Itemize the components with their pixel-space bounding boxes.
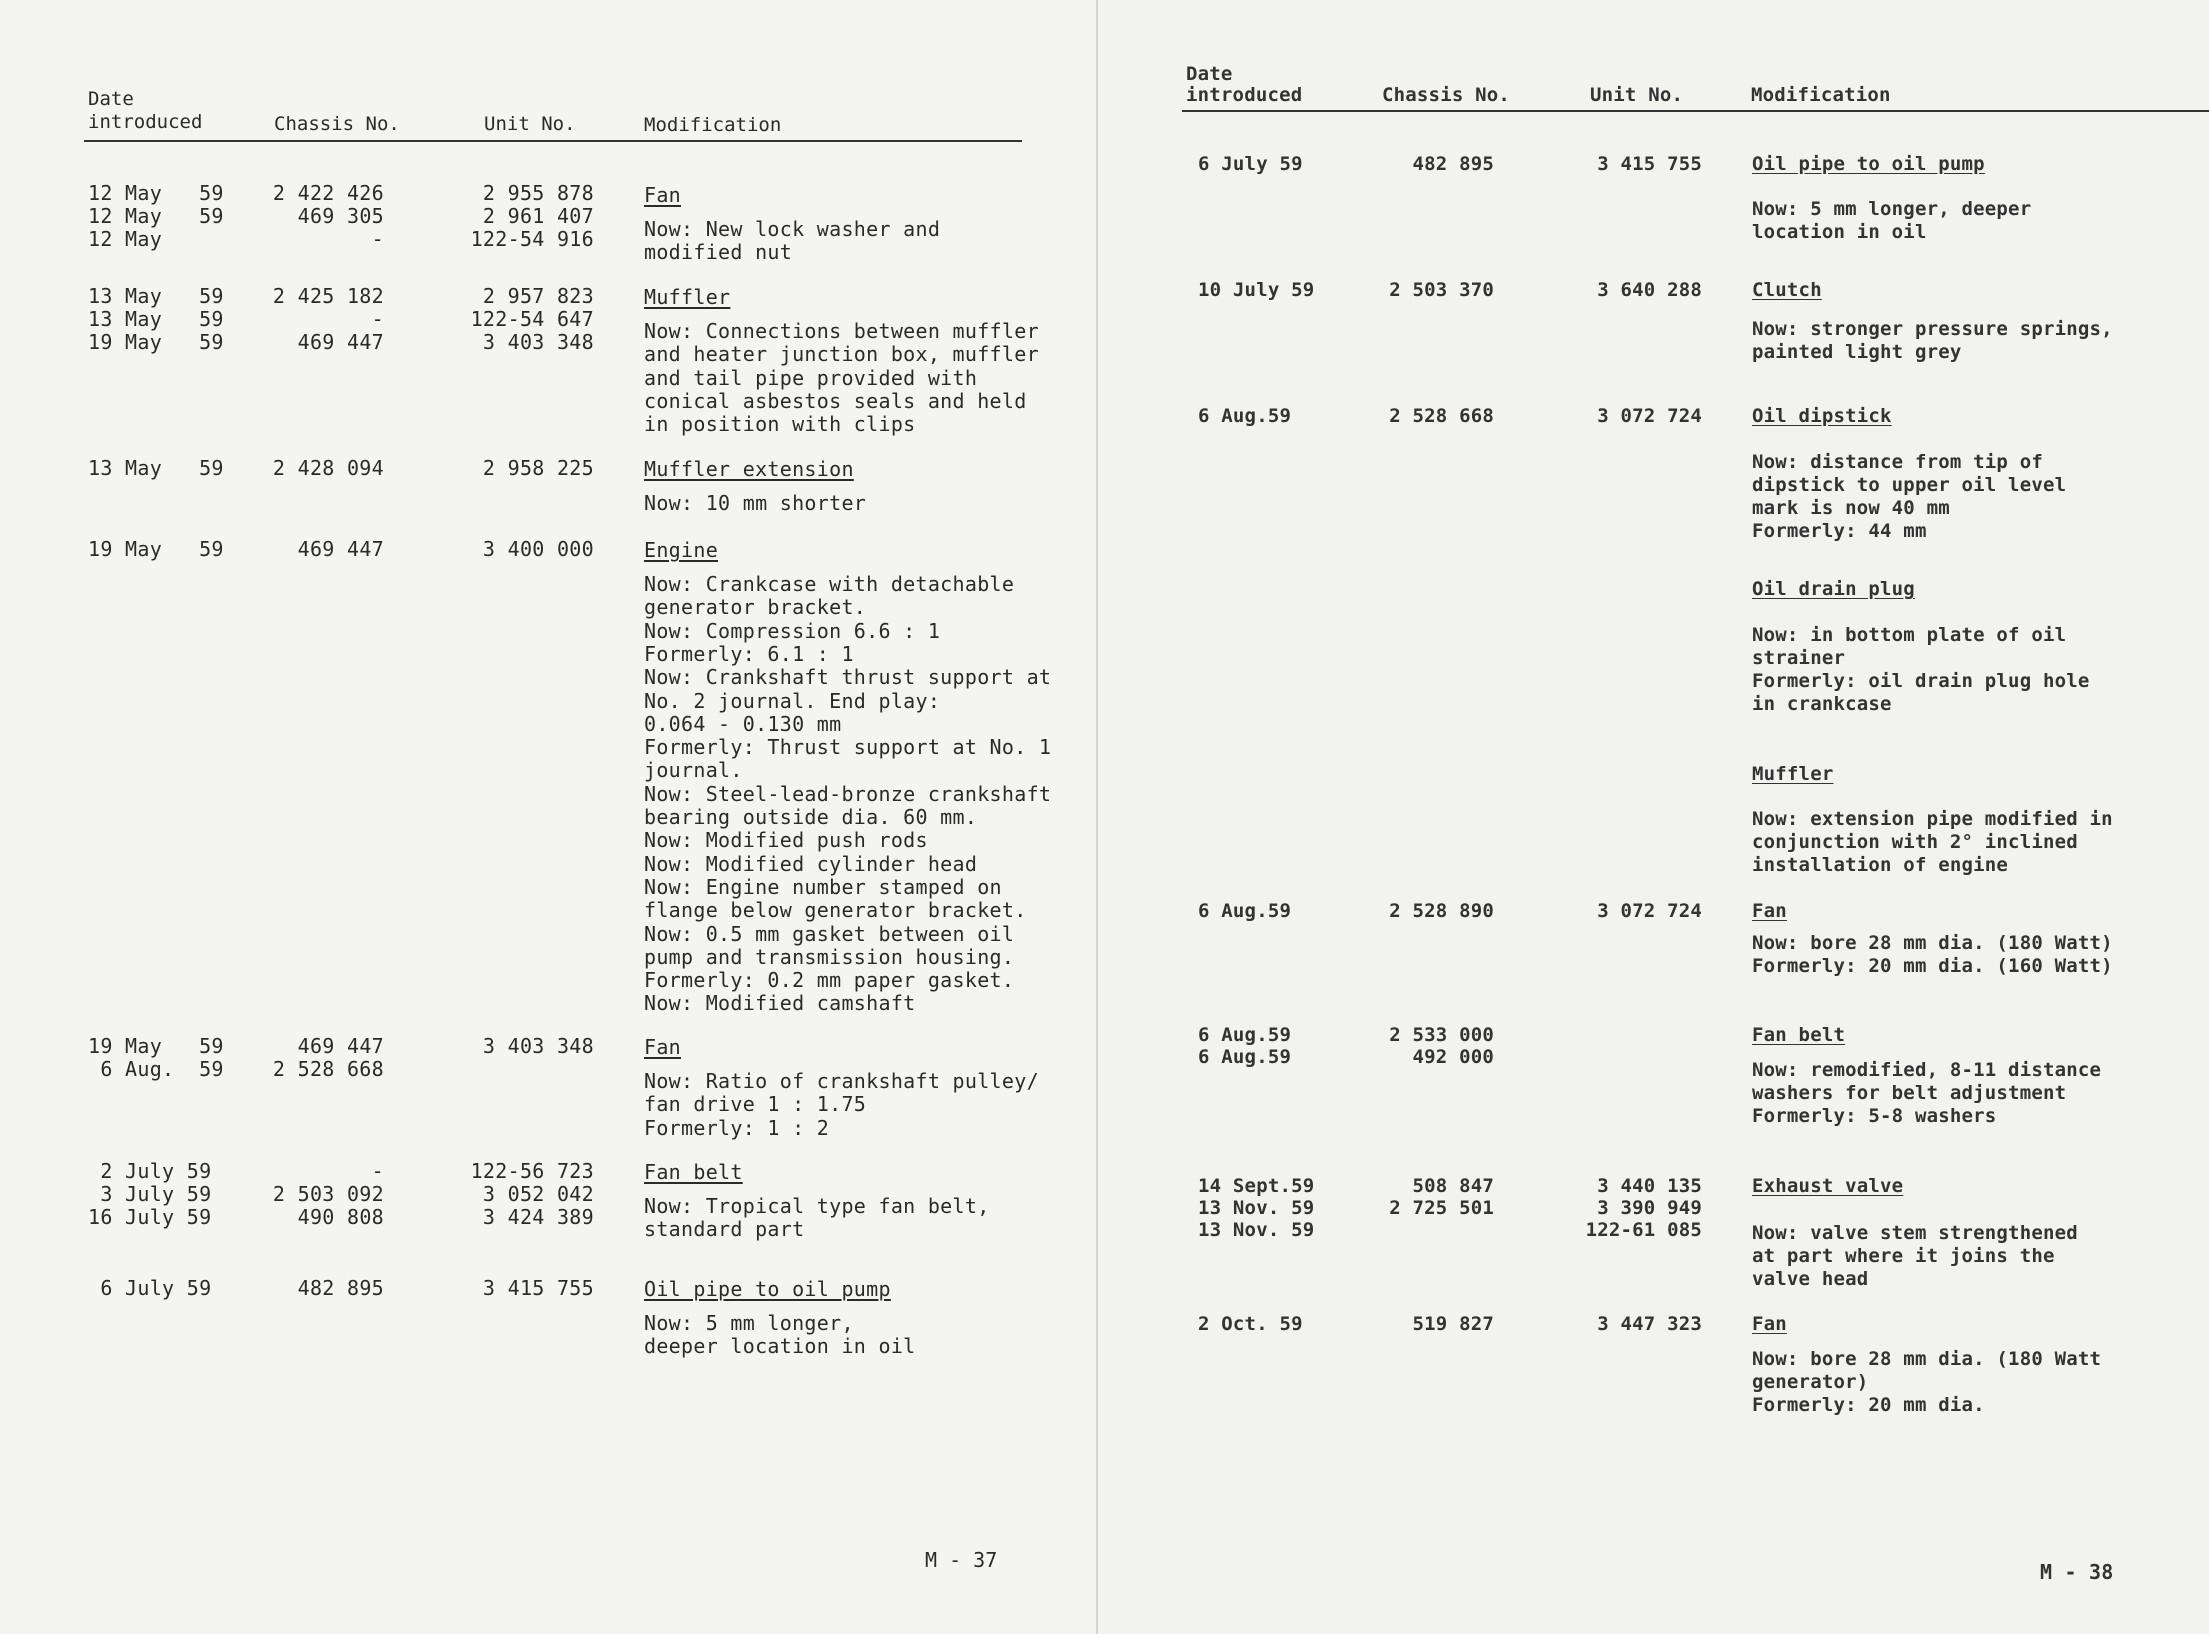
modification-desc-line: at part where it joins the: [1752, 1245, 2055, 1267]
modification-desc-line: deeper location in oil: [644, 1334, 916, 1359]
unit-cell: 3 640 288: [1597, 279, 1702, 301]
date-cell: 10 July 59: [1198, 279, 1315, 301]
date-cell: 19 May 59: [88, 330, 224, 354]
date-cell: 6 July 59: [1198, 153, 1303, 175]
date-cell: 16 July 59: [88, 1205, 212, 1229]
modification-desc-line: modified nut: [644, 240, 793, 265]
unit-cell: 3 072 724: [1597, 900, 1702, 922]
header-rule: [84, 140, 1022, 142]
modification-desc-line: Formerly: 6.1 : 1: [644, 641, 854, 666]
unit-cell: 122-54 916: [470, 227, 594, 251]
header-modification: Modification: [1751, 84, 1891, 106]
chassis-cell: 2 725 501: [1389, 1197, 1494, 1219]
date-cell: 19 May 59: [88, 1034, 224, 1058]
modification-title: Fan: [1752, 900, 1787, 922]
modification-title: Engine: [644, 538, 719, 562]
modification-title: Oil pipe to oil pump: [644, 1277, 891, 1301]
modification-desc-line: pump and transmission housing.: [644, 944, 1015, 969]
chassis-cell: 2 425 182: [272, 284, 384, 308]
date-cell: 13 May 59: [88, 284, 224, 308]
chassis-cell: -: [371, 1159, 384, 1183]
modification-desc-line: Now: distance from tip of: [1752, 451, 2043, 473]
modification-desc-line: fan drive 1 : 1.75: [644, 1092, 867, 1117]
modification-desc-line: Formerly: 0.2 mm paper gasket.: [644, 968, 1015, 993]
unit-cell: 3 415 755: [1597, 153, 1702, 175]
chassis-cell: 482 895: [297, 1276, 384, 1300]
chassis-cell: 2 503 370: [1389, 279, 1494, 301]
date-cell: 13 Nov. 59: [1198, 1197, 1315, 1219]
header-modification: Modification: [644, 114, 782, 136]
modification-desc-line: Formerly: Thrust support at No. 1: [644, 735, 1052, 760]
modification-desc-line: Formerly: oil drain plug hole: [1752, 670, 2090, 692]
chassis-cell: 2 503 092: [272, 1182, 384, 1206]
date-cell: 14 Sept.59: [1198, 1175, 1315, 1197]
modification-desc-line: Now: 0.5 mm gasket between oil: [644, 921, 1015, 946]
modification-desc-line: 0.064 - 0.130 mm: [644, 711, 842, 736]
modification-desc-line: Now: extension pipe modified in: [1752, 808, 2113, 830]
header-chassis: Chassis No.: [1382, 84, 1511, 106]
date-cell: 6 Aug.59: [1198, 1024, 1292, 1046]
modification-desc-line: valve head: [1752, 1268, 1869, 1290]
unit-cell: 122-61 085: [1585, 1219, 1702, 1241]
modification-desc-line: in crankcase: [1752, 693, 1892, 715]
modification-desc-line: Now: Modified push rods: [644, 828, 928, 853]
header-date-line1: Date: [88, 88, 134, 110]
modification-desc-line: bearing outside dia. 60 mm.: [644, 805, 978, 829]
modification-desc-line: in position with clips: [644, 412, 916, 437]
modification-desc-line: journal.: [644, 758, 743, 783]
date-cell: 19 May 59: [88, 537, 224, 561]
chassis-cell: 469 447: [297, 1034, 384, 1058]
chassis-cell: 469 447: [297, 330, 384, 354]
unit-cell: 2 957 823: [482, 284, 594, 308]
header-unit: Unit No.: [484, 113, 576, 135]
modification-title: Oil dipstick: [1752, 405, 1892, 427]
unit-cell: 3 424 389: [482, 1205, 594, 1229]
modification-title: Fan belt: [1752, 1024, 1846, 1046]
modification-desc-line: Formerly: 1 : 2: [644, 1115, 830, 1140]
modification-desc-line: installation of engine: [1752, 854, 2009, 876]
chassis-cell: 469 305: [297, 204, 384, 228]
modification-desc-line: No. 2 journal. End play:: [644, 688, 941, 713]
page-number: M - 38: [2040, 1560, 2114, 1584]
unit-cell: 3 403 348: [482, 330, 594, 354]
modification-desc-line: generator): [1752, 1371, 1869, 1393]
chassis-cell: 2 422 426: [272, 181, 384, 205]
header-date-line1: Date: [1186, 63, 1233, 85]
modification-title: Muffler: [644, 285, 731, 309]
chassis-cell: 492 000: [1412, 1046, 1494, 1068]
modification-desc-line: strainer: [1752, 647, 1846, 669]
date-cell: 6 Aug. 59: [88, 1057, 224, 1081]
modification-desc-line: conjunction with 2° inclined: [1752, 831, 2078, 853]
modification-title: Clutch: [1752, 279, 1822, 301]
modification-desc-line: conical asbestos seals and held: [644, 388, 1027, 413]
chassis-cell: 2 528 890: [1389, 900, 1494, 922]
modification-desc-line: Now: Connections between muffler: [644, 319, 1039, 343]
unit-cell: 3 447 323: [1597, 1313, 1702, 1335]
modification-desc-line: generator bracket.: [644, 595, 867, 620]
unit-cell: 3 440 135: [1597, 1175, 1702, 1197]
modification-title: Fan: [644, 1035, 682, 1059]
modification-desc-line: Now: Engine number stamped on: [644, 874, 1002, 899]
header-rule: [1182, 110, 2209, 112]
chassis-cell: 2 533 000: [1389, 1024, 1494, 1046]
chassis-cell: 482 895: [1412, 153, 1494, 175]
modification-title: Oil pipe to oil pump: [1752, 153, 1985, 175]
date-cell: 12 May: [88, 227, 163, 251]
header-unit: Unit No.: [1590, 84, 1684, 106]
unit-cell: 122-54 647: [470, 307, 594, 331]
modification-desc-line: Now: bore 28 mm dia. (180 Watt): [1752, 932, 2113, 954]
unit-cell: 3 052 042: [482, 1182, 594, 1206]
date-cell: 6 July 59: [88, 1276, 212, 1300]
modification-desc-line: Now: 5 mm longer, deeper: [1752, 198, 2032, 220]
page-number: M - 37: [925, 1548, 998, 1572]
modification-desc-line: Now: Modified camshaft: [644, 991, 916, 1016]
modification-desc-line: Now: stronger pressure springs,: [1752, 318, 2113, 340]
modification-desc-line: Now: valve stem strengthened: [1752, 1222, 2078, 1244]
modification-desc-line: Now: 10 mm shorter: [644, 491, 867, 515]
modification-desc-line: Now: in bottom plate of oil: [1752, 624, 2067, 646]
chassis-cell: 2 428 094: [272, 456, 384, 480]
modification-desc-line: Now: bore 28 mm dia. (180 Watt: [1752, 1348, 2102, 1370]
modification-desc-line: Formerly: 20 mm dia. (160 Watt): [1752, 955, 2113, 977]
modification-title: Exhaust valve: [1752, 1175, 1904, 1197]
chassis-cell: 2 528 668: [272, 1057, 384, 1081]
chassis-cell: -: [371, 307, 384, 331]
modification-desc-line: painted light grey: [1752, 341, 1962, 363]
date-cell: 2 July 59: [88, 1159, 212, 1183]
chassis-cell: 508 847: [1412, 1175, 1494, 1197]
date-cell: 13 May 59: [88, 456, 224, 480]
right-page: [1098, 0, 2209, 1634]
modification-desc-line: Now: Ratio of crankshaft pulley/: [644, 1069, 1039, 1093]
modification-title: Oil drain plug: [1752, 578, 1915, 600]
modification-desc-line: Now: New lock washer and: [644, 217, 941, 241]
modification-desc-line: mark is now 40 mm: [1752, 497, 1950, 519]
modification-desc-line: Now: Compression 6.6 : 1: [644, 618, 941, 643]
header-chassis: Chassis No.: [274, 113, 400, 135]
modification-desc-line: location in oil: [1752, 221, 1927, 243]
unit-cell: 3 403 348: [482, 1034, 594, 1058]
date-cell: 13 May 59: [88, 307, 224, 331]
modification-title: Fan: [644, 183, 682, 207]
modification-desc-line: Now: remodified, 8-11 distance: [1752, 1059, 2102, 1081]
modification-desc-line: Formerly: 20 mm dia.: [1752, 1394, 1985, 1416]
date-cell: 6 Aug.59: [1198, 900, 1292, 922]
date-cell: 13 Nov. 59: [1198, 1219, 1315, 1241]
date-cell: 12 May 59: [88, 181, 224, 205]
modification-title: Fan belt: [644, 1160, 743, 1184]
modification-desc-line: and heater junction box, muffler: [644, 342, 1039, 367]
date-cell: 2 Oct. 59: [1198, 1313, 1303, 1335]
header-date-line2: introduced: [1186, 84, 1303, 106]
chassis-cell: 469 447: [297, 537, 384, 561]
chassis-cell: 519 827: [1412, 1313, 1494, 1335]
unit-cell: 3 415 755: [482, 1276, 594, 1300]
modification-desc-line: Now: Crankshaft thrust support at: [644, 665, 1052, 690]
modification-desc-line: Now: Steel-lead-bronze crankshaft: [644, 781, 1052, 806]
modification-desc-line: standard part: [644, 1217, 805, 1242]
unit-cell: 3 390 949: [1597, 1197, 1702, 1219]
modification-title: Muffler: [1752, 763, 1834, 785]
date-cell: 6 Aug.59: [1198, 405, 1292, 427]
unit-cell: 122-56 723: [470, 1159, 594, 1183]
modification-desc-line: washers for belt adjustment: [1752, 1082, 2067, 1104]
modification-desc-line: Now: 5 mm longer,: [644, 1311, 854, 1335]
unit-cell: 2 955 878: [482, 181, 594, 205]
modification-title: Fan: [1752, 1313, 1787, 1335]
modification-desc-line: Now: Modified cylinder head: [644, 851, 978, 876]
modification-desc-line: dipstick to upper oil level: [1752, 474, 2067, 496]
modification-desc-line: Now: Crankcase with detachable: [644, 572, 1015, 596]
unit-cell: 2 958 225: [482, 456, 594, 480]
date-cell: 3 July 59: [88, 1182, 212, 1206]
chassis-cell: 490 808: [297, 1205, 384, 1229]
left-page: [0, 0, 1098, 1634]
date-cell: 6 Aug.59: [1198, 1046, 1292, 1068]
chassis-cell: 2 528 668: [1389, 405, 1494, 427]
unit-cell: 2 961 407: [482, 204, 594, 228]
chassis-cell: -: [371, 227, 384, 251]
unit-cell: 3 400 000: [482, 537, 594, 561]
modification-desc-line: and tail pipe provided with: [644, 365, 978, 390]
date-cell: 12 May 59: [88, 204, 224, 228]
modification-desc-line: Now: Tropical type fan belt,: [644, 1194, 990, 1218]
unit-cell: 3 072 724: [1597, 405, 1702, 427]
modification-desc-line: Formerly: 5-8 washers: [1752, 1105, 1997, 1127]
modification-title: Muffler extension: [644, 457, 854, 481]
modification-desc-line: Formerly: 44 mm: [1752, 520, 1927, 542]
header-date-line2: introduced: [88, 111, 203, 133]
modification-desc-line: flange below generator bracket.: [644, 898, 1027, 923]
